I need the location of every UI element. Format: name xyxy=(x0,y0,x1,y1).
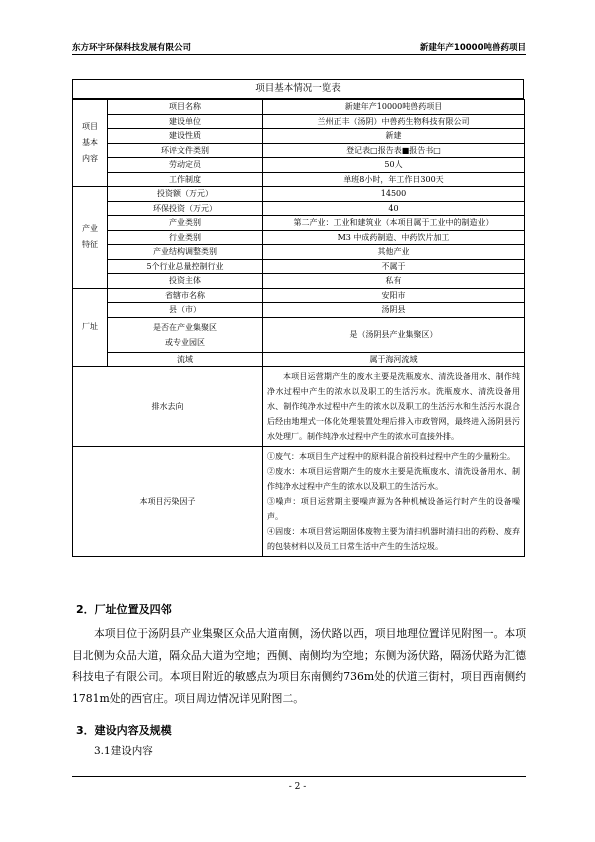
table-row xyxy=(73,129,525,144)
section-label-site xyxy=(73,288,108,367)
section-label-basic xyxy=(73,100,108,187)
table-row xyxy=(73,187,525,202)
row-value: 14500 xyxy=(263,187,525,202)
pollution-item-waste: ④固废：本项目营运期固体废物主要为清扫机器时清扫出的药粉、废弃的包装材料以及员工日常生活中产生的生活垃圾。 xyxy=(267,527,520,551)
row-label: 省辖市名称 xyxy=(108,288,263,303)
table-row xyxy=(73,259,525,274)
row-label: 流域 xyxy=(108,352,263,367)
table-row xyxy=(73,172,525,187)
section-label-text: 项目 基本 内容 xyxy=(82,122,98,163)
pollution-factors xyxy=(263,447,525,557)
row-value: 40 xyxy=(263,201,525,216)
table-row xyxy=(73,201,525,216)
drainage-label: 排水去向 xyxy=(73,367,263,447)
table-row xyxy=(73,317,525,352)
row-label: 产业结构调整类别 xyxy=(108,245,263,260)
table-row xyxy=(73,158,525,173)
row-label: 环保投资（万元） xyxy=(108,201,263,216)
table-row xyxy=(73,303,525,318)
row-value: 其他产业 xyxy=(263,245,525,260)
drainage-paragraph: 本项目运营期产生的废水主要是洗瓶废水、清洗设备用水、制作纯净水过程中产生的浓水以及职工的生活污水。洗瓶废水、清洗设备用水、制作纯净水过程中产生的浓水以及职工的生活污水和生活污水混合后经由地埋式一体化处理装置处理后排入市政管网，最终进入汤阴县污水处理厂。制作纯净水过程中产生的浓水可直接外排。 xyxy=(267,372,520,441)
row-value: 单班8小时，年工作日300天 xyxy=(263,172,525,187)
row-label: 产业类别 xyxy=(108,216,263,231)
row-value: 私有 xyxy=(263,274,525,289)
row-label: 建设性质 xyxy=(108,129,263,144)
pollution-item-gas: ①废气：本项目生产过程中的原料混合前投料过程中产生的少量粉尘。 xyxy=(267,452,515,461)
table-row xyxy=(73,274,525,289)
row-label: 项目名称 xyxy=(108,100,263,115)
row-label: 5个行业总量控制行业 xyxy=(108,259,263,274)
row-value: 是（汤阴县产业集聚区） xyxy=(263,317,525,352)
section-label-text: 产业 特征 xyxy=(82,224,98,250)
row-value: 新建年产10000吨兽药项目 xyxy=(263,100,525,115)
table-row xyxy=(73,230,525,245)
row-label: 行业类别 xyxy=(108,230,263,245)
row-label: 劳动定员 xyxy=(108,158,263,173)
drainage-text xyxy=(263,367,525,447)
row-label: 环评文件类别 xyxy=(108,143,263,158)
section2-heading: 2．厂址位置及四邻 xyxy=(76,603,172,616)
row-label: 是否在产业集聚区 或专业园区 xyxy=(108,317,263,352)
row-label: 投资主体 xyxy=(108,274,263,289)
row-value: 50人 xyxy=(263,158,525,173)
page-header xyxy=(72,40,526,54)
table-row xyxy=(73,447,525,557)
pollution-item-water: ②废水：本项目运营期产生的废水主要是洗瓶废水、清洗设备用水、制作纯净水过程中产生的浓水以及职工的生活污水。 xyxy=(267,467,520,491)
table-row xyxy=(73,143,525,158)
project-info-table xyxy=(72,79,524,557)
pollution-label: 本项目污染因子 xyxy=(73,447,263,557)
row-value: 安阳市 xyxy=(263,288,525,303)
row-value: 不属于 xyxy=(263,259,525,274)
footer-rule xyxy=(72,776,526,777)
row-value: 第二产业：工业和建筑业（本项目属于工业中的制造业） xyxy=(263,216,525,231)
table-row xyxy=(73,216,525,231)
table-row xyxy=(73,100,525,115)
row-value: M3 中成药制造、中药饮片加工 xyxy=(263,230,525,245)
row-label: 县（市） xyxy=(108,303,263,318)
section-label-industry xyxy=(73,187,108,289)
row-value: 属于海河流域 xyxy=(263,352,525,367)
header-company: 东方环宇环保科技发展有限公司 xyxy=(72,43,192,53)
table-row xyxy=(73,245,525,260)
header-rule xyxy=(72,54,526,55)
row-value: 汤阴县 xyxy=(263,303,525,318)
section3-heading: 3．建设内容及规模 xyxy=(76,724,172,737)
pollution-item-noise: ③噪声：项目运营期主要噪声源为各种机械设备运行时产生的设备噪声。 xyxy=(267,497,520,521)
row-label: 工作制度 xyxy=(108,172,263,187)
table-row xyxy=(73,352,525,367)
section-label-text: 厂址 xyxy=(82,322,98,332)
row-label: 建设单位 xyxy=(108,114,263,129)
section3-subheading: 3.1建设内容 xyxy=(94,745,153,757)
row-value: 兰州正丰（汤阴）中兽药生物科技有限公司 xyxy=(263,114,525,129)
section2-body xyxy=(72,623,526,709)
page-number: - 2 - xyxy=(288,782,307,792)
row-value: 新建 xyxy=(263,129,525,144)
header-project: 新建年产10000吨兽药项目 xyxy=(419,43,526,53)
table-row xyxy=(73,288,525,303)
section2-paragraph: 本项目位于汤阴县产业集聚区众品大道南侧，汤伏路以西，项目地理位置详见附图一。本项目北侧为众品大道，隔众品大道为空地；西侧、南侧均为空地；东侧为汤伏路，隔汤伏路为汇德科技电子有限公司。本项目附近的敏感点为项目东南侧约736m处的伏道三街村，项目西南侧约1781m处的西官庄。项目周边情况详见附图二。 xyxy=(72,627,526,705)
table-row xyxy=(73,367,525,447)
table-row xyxy=(73,114,525,129)
row-label: 投资额（万元） xyxy=(108,187,263,202)
row-value: 登记表□报告表■报告书□ xyxy=(263,143,525,158)
table-caption: 项目基本情况一览表 xyxy=(72,79,524,99)
